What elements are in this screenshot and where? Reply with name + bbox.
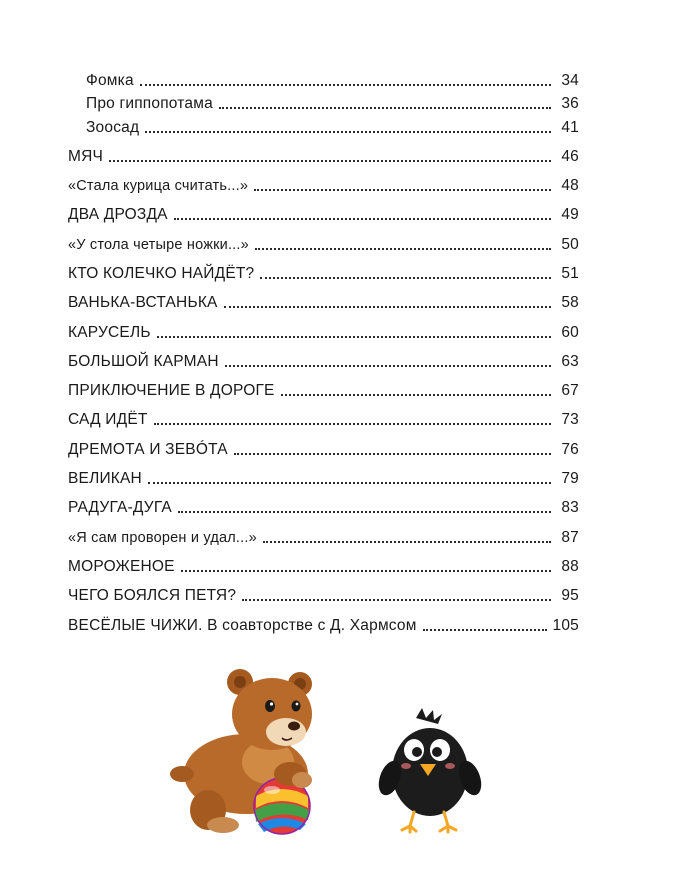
dot-leader [157, 336, 551, 338]
toc-entry [68, 224, 579, 253]
dot-leader [281, 394, 551, 396]
dot-leader [174, 218, 551, 220]
dot-leader [140, 84, 551, 86]
bear-tail [170, 766, 194, 782]
toc-entry [68, 488, 579, 517]
toc-entry-page-number: 58 [561, 294, 579, 312]
toc-entry-title: «Стала курица считать...» [68, 177, 252, 195]
toc-entry-page-number: 105 [552, 616, 579, 634]
toc-entry-page-number: 67 [561, 382, 579, 400]
toc-entry-page-number: 76 [561, 440, 579, 458]
black-chick-illustration [378, 708, 488, 836]
dot-leader [178, 511, 551, 513]
dot-leader [263, 541, 551, 543]
bear-nose [288, 722, 300, 731]
dot-leader [154, 423, 551, 425]
toc-entry-title: МОРОЖЕНОЕ [68, 558, 179, 576]
toc-entry-page-number: 50 [561, 235, 579, 253]
toc-entry [68, 342, 579, 371]
toc-entry-page-number: 87 [561, 528, 579, 546]
bear-front-paw [292, 772, 312, 788]
toc-entry [68, 90, 579, 114]
toc-entry-title: РАДУГА-ДУГА [68, 499, 176, 517]
toc-entry [68, 254, 579, 283]
toc-entry [68, 605, 579, 634]
bear-cub-with-ball-illustration [168, 662, 338, 840]
toc-entry-title: МЯЧ [68, 148, 107, 166]
toc-entry-title: Зоосад [86, 119, 143, 137]
toc-entry-title: БОЛЬШОЙ КАРМАН [68, 353, 223, 371]
toc-entry-title: Фомка [86, 72, 138, 90]
toc-entry [68, 66, 579, 90]
dot-leader [255, 248, 551, 250]
dot-leader [423, 629, 547, 631]
toc-entry-title: ВЕЛИКАН [68, 470, 146, 488]
toc-entry [68, 400, 579, 429]
bear-right-eye [292, 701, 301, 712]
toc-entry-title: Про гиппопотама [86, 95, 217, 113]
toc-entry [68, 166, 579, 195]
toc-entry-title: САД ИДЁТ [68, 411, 152, 429]
toc-entry [68, 283, 579, 312]
toc-entry-page-number: 79 [561, 470, 579, 488]
toc-entry-page-number: 49 [561, 206, 579, 224]
toc-entry [68, 429, 579, 458]
toc-entry-page-number: 73 [561, 411, 579, 429]
bear-muzzle [266, 718, 306, 746]
toc-entry-page-number: 46 [561, 147, 579, 165]
bear-back-paw [207, 817, 239, 833]
dot-leader [181, 570, 551, 572]
dot-leader [148, 482, 551, 484]
toc-entry-page-number: 88 [561, 557, 579, 575]
dot-leader [260, 277, 551, 279]
toc-entry-page-number: 95 [561, 587, 579, 605]
toc-entry-title: ДВА ДРОЗДА [68, 206, 172, 224]
dot-leader [219, 107, 551, 109]
chick-tuft [416, 708, 442, 724]
toc-entry-title: «У стола четыре ножки...» [68, 236, 253, 254]
chick-right-leg [440, 812, 456, 832]
toc-entry [68, 312, 579, 341]
dot-leader [242, 599, 551, 601]
dot-leader [145, 131, 551, 133]
toc-entry-title: ВАНЬКА-ВСТАНЬКА [68, 294, 222, 312]
toc-entry-page-number: 41 [561, 118, 579, 136]
toc-entry [68, 547, 579, 576]
toc-entry-title: ЧЕГО БОЯЛСЯ ПЕТЯ? [68, 587, 240, 605]
table-of-contents [68, 66, 579, 635]
toc-entry [68, 517, 579, 546]
toc-entry [68, 195, 579, 224]
dot-leader [225, 365, 551, 367]
dot-leader [234, 453, 551, 455]
toc-entry-title: ДРЕМОТА И ЗЕВÓТА [68, 441, 232, 459]
toc-entry-title: «Я сам проворен и удал...» [68, 529, 261, 547]
toc-entry-title: ПРИКЛЮЧЕНИЕ В ДОРОГЕ [68, 382, 279, 400]
dot-leader [224, 306, 551, 308]
toc-entry [68, 371, 579, 400]
toc-entry-page-number: 51 [561, 264, 579, 282]
dot-leader [109, 160, 551, 162]
toc-entry-title: ВЕСЁЛЫЕ ЧИЖИ. В соавторстве с Д. Хармсом [68, 617, 421, 635]
chick-left-leg [402, 812, 416, 832]
toc-entry [68, 137, 579, 166]
toc-entry-page-number: 34 [561, 71, 579, 89]
toc-entry [68, 113, 579, 137]
toc-entry-page-number: 36 [561, 95, 579, 112]
toc-entry-title: КАРУСЕЛЬ [68, 324, 155, 342]
toc-entry-page-number: 48 [561, 177, 579, 195]
toc-entry-title: КТО КОЛЕЧКО НАЙДЁТ? [68, 265, 258, 283]
toc-entry-page-number: 60 [561, 323, 579, 341]
toc-entry-page-number: 83 [561, 499, 579, 517]
dot-leader [254, 189, 551, 191]
toc-entry-page-number: 63 [561, 352, 579, 370]
toc-entry [68, 576, 579, 605]
toc-entry [68, 459, 579, 488]
bear-left-eye [265, 700, 275, 712]
